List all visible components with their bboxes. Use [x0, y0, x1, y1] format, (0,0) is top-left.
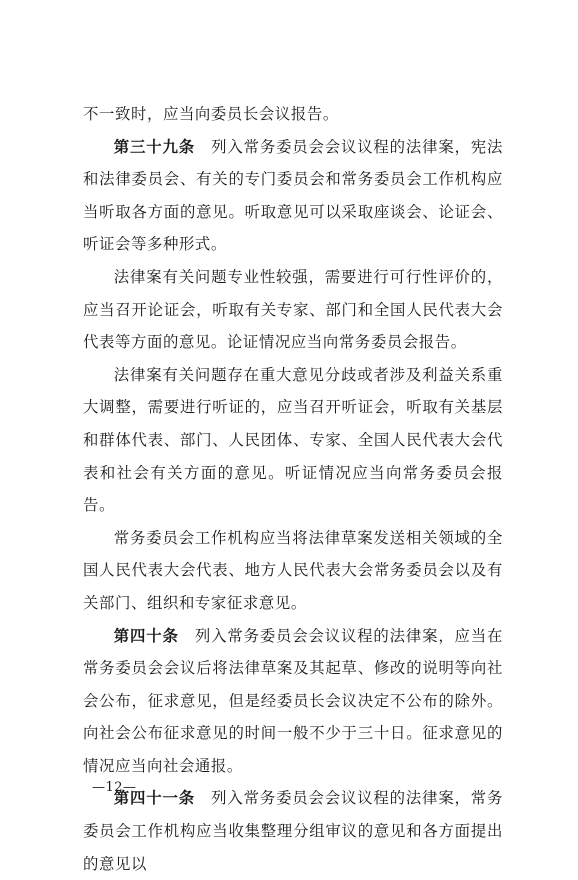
paragraph-text: 法律案有关问题专业性较强，需要进行可行性评价的，应当召开论证会，听取有关专家、部门和全国人民代表大会代表等方面的意见。论证情况应当向常务委员会报告。: [83, 267, 503, 352]
body-text: [83, 98, 503, 880]
article-heading: 第三十九条: [113, 137, 195, 156]
paragraph: [83, 131, 503, 261]
paragraph-text: 不一致时，应当向委员长会议报告。: [83, 105, 339, 123]
paragraph-text: 法律案有关问题存在重大意见分歧或者涉及利益关系重大调整，需要进行听证的，应当召开听证会，听取有关基层和群体代表、部门、人民团体、专家、全国人民代表大会代表和社会有关方面的意见。听证情况应当向常务委员会报告。: [83, 365, 503, 515]
paragraph-text: 常务委员会工作机构应当将法律草案发送相关领域的全国人民代表大会代表、地方人民代表大会常务委员会以及有关部门、组织和专家征求意见。: [83, 528, 503, 612]
article-heading: 第四十一条: [113, 789, 195, 808]
paragraph: [83, 620, 503, 783]
paragraph: [83, 261, 503, 359]
article-heading: 第四十条: [113, 626, 179, 645]
paragraph: [83, 522, 503, 620]
paragraph: [83, 359, 503, 522]
paragraph-text: 列入常务委员会会议议程的法律案，宪法和法律委员会、有关的专门委员会和常务委员会工作机构应当听取各方面的意见。听取意见可以采取座谈会、论证会、听证会等多种形式。: [83, 137, 503, 254]
page-number: —12—: [92, 780, 137, 795]
paragraph-text: 列入常务委员会会议议程的法律案，常务委员会工作机构应当收集整理分组审议的意见和各方面提出的意见以: [83, 789, 503, 873]
paragraph: [83, 98, 503, 131]
paragraph-text: 列入常务委员会会议议程的法律案，应当在常务委员会会议后将法律草案及其起草、修改的说明等向社会公布，征求意见，但是经委员长会议决定不公布的除外。向社会公布征求意见的时间一般不少于三十日。征求意见的情况应当向社会通报。: [83, 626, 503, 775]
paragraph: [83, 782, 503, 880]
